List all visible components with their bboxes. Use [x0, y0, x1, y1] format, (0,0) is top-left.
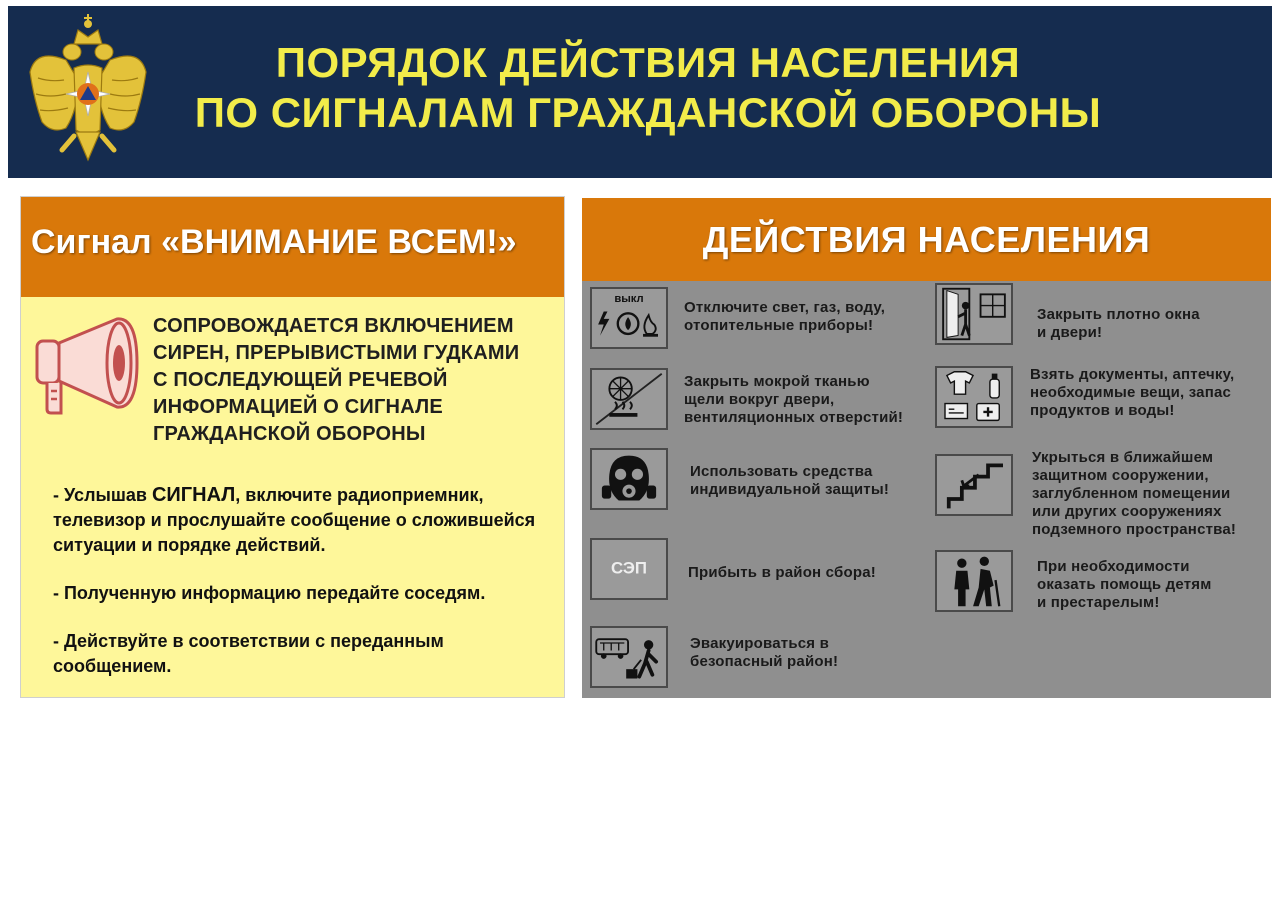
action-text-utilities-off: Отключите свет, газ, воду, отопительные приборы!: [684, 299, 886, 334]
help-elderly-icon: [935, 550, 1013, 612]
actions-panel: [582, 198, 1271, 698]
action-text-seal-vents: Закрыть мокрой тканью щели вокруг двери, вентиляционных отверстий!: [684, 373, 904, 426]
action-text-close-doors: Закрыть плотно окна и двери!: [1037, 306, 1200, 341]
actions-title: ДЕЙСТВИЯ НАСЕЛЕНИЯ: [702, 219, 1151, 260]
signal-panel-header: [21, 197, 564, 297]
megaphone-icon: [33, 313, 141, 421]
instruction-1-prefix: - Услышав: [53, 485, 152, 505]
instruction-1-suffix: , включите радиоприемник, телевизор и прослушайте сообщение о сложившейся ситуации и порядке действий.: [53, 485, 536, 555]
action-text-evacuation: Эвакуироваться в безопасный район!: [690, 635, 839, 670]
instruction-1: [53, 483, 553, 558]
signal-panel: [20, 196, 565, 698]
action-text-shelter: Укрыться в ближайшем защитном сооружении, заглубленном помещении или других сооружениях подземного пространства!: [1032, 449, 1237, 538]
signal-title: Сигнал «ВНИМАНИЕ ВСЕМ!»: [31, 223, 517, 261]
instruction-1-highlight: СИГНАЛ: [151, 484, 236, 506]
action-text-supplies: Взять документы, аптечку, необходимые вещи, запас продуктов и воды!: [1030, 366, 1235, 419]
gas-mask-icon: [590, 448, 668, 510]
utilities-off-label: выкл: [614, 293, 644, 306]
title-line-1: ПОРЯДОК ДЕЙСТВИЯ НАСЕЛЕНИЯ: [275, 39, 1021, 86]
shelter-stairs-icon: [935, 454, 1013, 516]
close-door-window-icon: [935, 283, 1013, 345]
actions-panel-header: [582, 198, 1271, 281]
evacuation-bus-icon: [590, 626, 668, 688]
action-text-gas-mask: Использовать средства индивидуальной защиты!: [690, 463, 890, 498]
action-text-assembly-point: Прибыть в район сбора!: [688, 564, 876, 581]
page-title: [148, 38, 1148, 138]
assembly-point-icon: [590, 538, 668, 600]
instruction-3: - Действуйте в соответствии с переданным сообщением.: [53, 631, 444, 676]
instruction-2: - Полученную информацию передайте соседям.: [53, 583, 486, 603]
emergency-ministry-emblem-icon: [26, 10, 151, 175]
assembly-point-label: СЭП: [611, 558, 647, 578]
header-banner: [8, 6, 1272, 178]
utilities-off-icon: [590, 287, 668, 349]
supplies-icon: [935, 366, 1013, 428]
signal-description: СОПРОВОЖДАЕТСЯ ВКЛЮЧЕНИЕМ СИРЕН, ПРЕРЫВИСТЫМИ ГУДКАМИ С ПОСЛЕДУЮЩЕЙ РЕЧЕВОЙ ИНФОРМАЦИЕЙ О СИГНАЛЕ ГРАЖДАНСКОЙ ОБОРОНЫ: [153, 315, 520, 445]
title-line-2: ПО СИГНАЛАМ ГРАЖДАНСКОЙ ОБОРОНЫ: [194, 89, 1102, 136]
seal-vents-icon: [590, 368, 668, 430]
action-text-help-elderly: При необходимости оказать помощь детям и престарелым!: [1037, 558, 1212, 611]
